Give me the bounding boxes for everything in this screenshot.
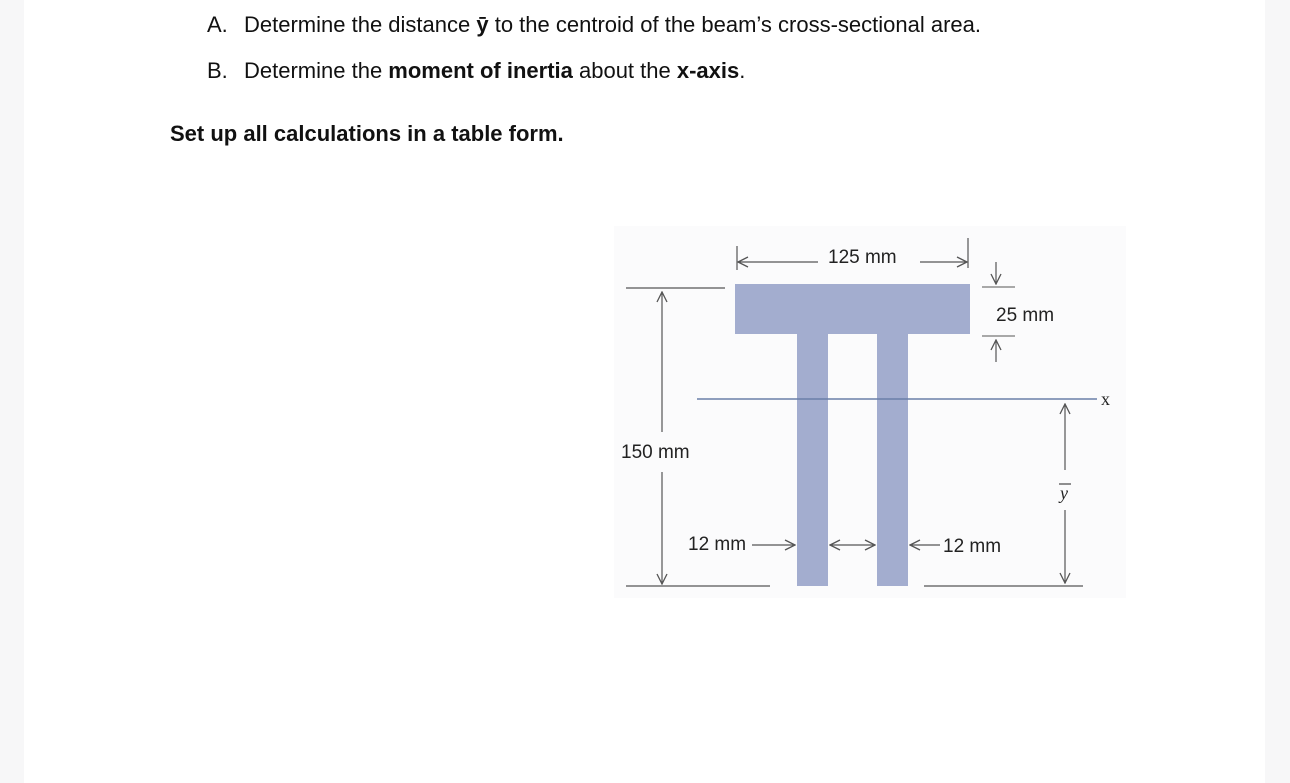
flange-rect bbox=[735, 284, 970, 334]
web-right-rect bbox=[877, 334, 908, 586]
moment-of-inertia-term: moment of inertia bbox=[388, 58, 573, 83]
item-a-text-after: to the centroid of the beam’s cross-sectional area. bbox=[488, 12, 982, 37]
item-b-marker: B. bbox=[207, 58, 228, 83]
total-height-label: 150 mm bbox=[621, 442, 690, 463]
x-axis-label: x bbox=[1101, 389, 1110, 409]
x-axis-term: x-axis bbox=[676, 58, 740, 83]
web-left-thickness-label: 12 mm bbox=[688, 534, 747, 555]
flange-width-label: 125 mm bbox=[828, 247, 897, 268]
web-right-thickness-label: 12 mm bbox=[943, 536, 1002, 557]
item-a-text-before: Determine the distance bbox=[244, 12, 477, 37]
centroid-symbol: ȳ bbox=[476, 12, 489, 37]
centroid-label: y bbox=[1060, 483, 1068, 503]
item-a-marker: A. bbox=[207, 12, 228, 37]
flange-thickness-label: 25 mm bbox=[996, 305, 1055, 326]
item-b-text-before: Determine the bbox=[244, 58, 389, 83]
web-left-rect bbox=[797, 334, 828, 586]
item-b-text-middle: about the bbox=[572, 58, 677, 83]
item-b-text-after: . bbox=[739, 58, 746, 83]
instruction-text: Set up all calculations in a table form. bbox=[170, 121, 564, 146]
